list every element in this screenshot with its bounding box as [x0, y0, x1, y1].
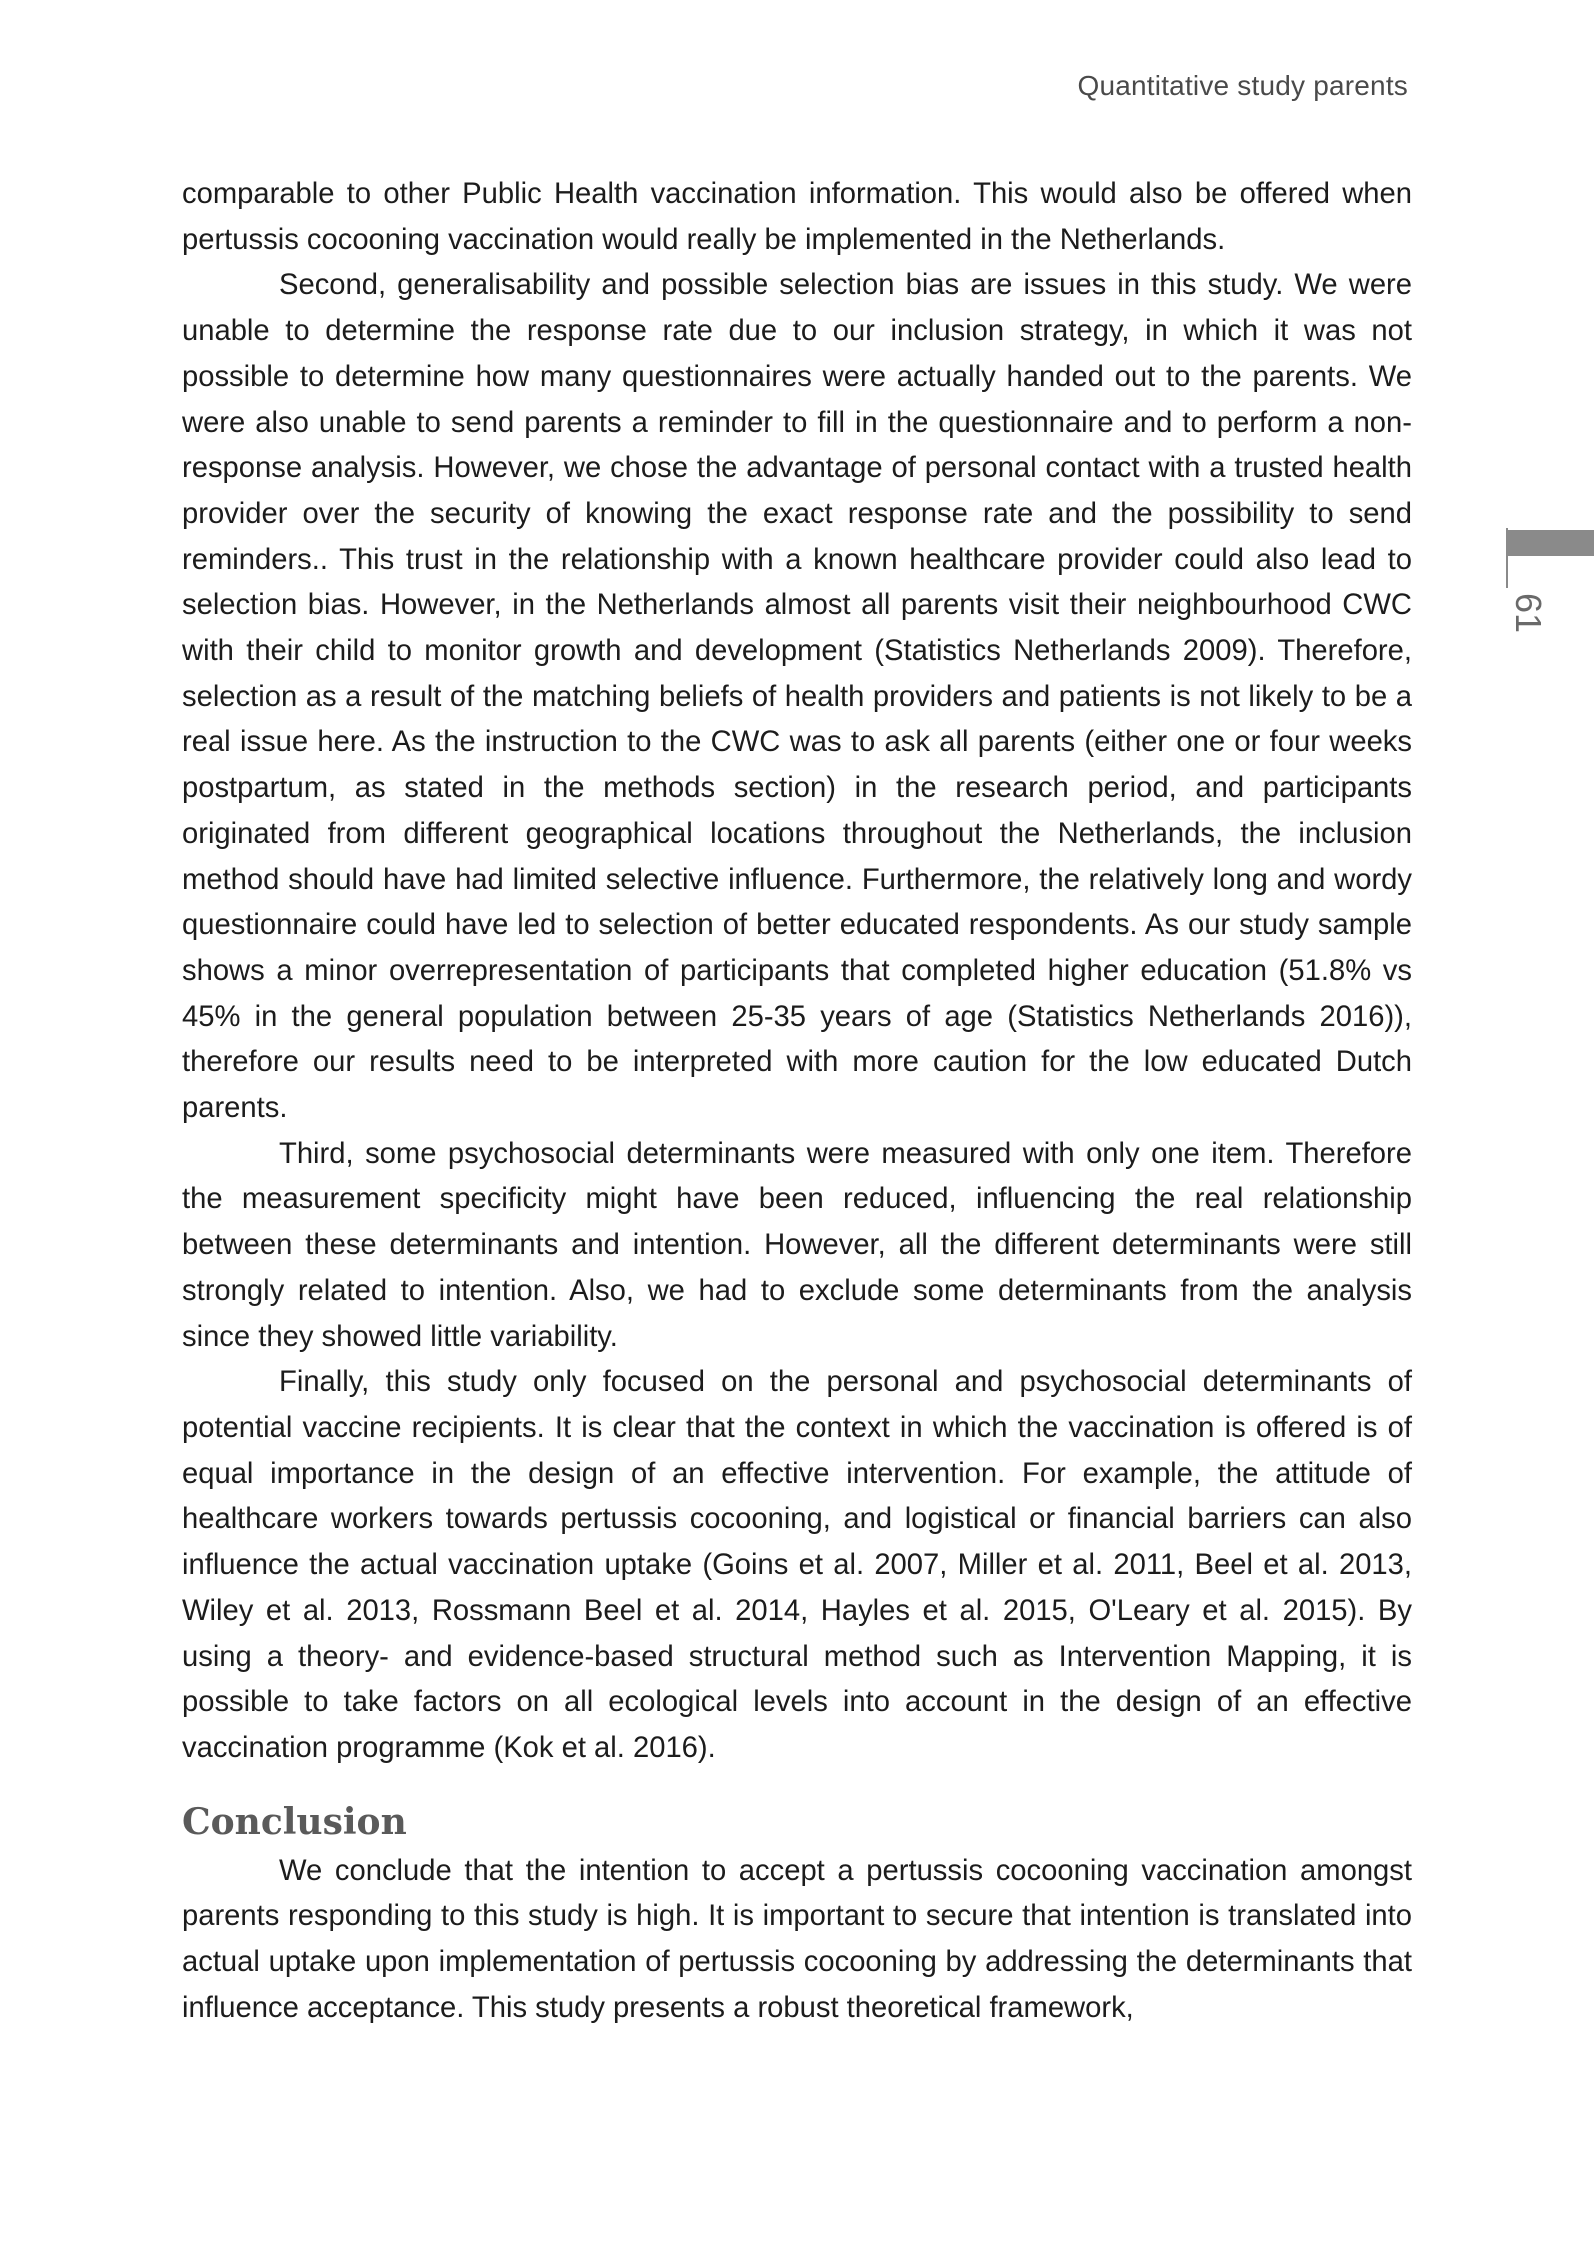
paragraph-selection-bias: Second, generalisability and possible selection bias are issues in this study. We were unable to determine the response rate due to our inclusion strategy, in which it was not possible to determine how many questionnaires were actually handed out to the parents. We were also unable to send parents a reminder to fill in the questionnaire and to perform a non-response analysis. However, we chose the advantage of personal contact with a trusted health provider over the security of knowing the exact response rate and the possibility to send reminders.. This trust in the relationship with a known healthcare provider could also lead to selection bias. However, in the Netherlands almost all parents visit their neighbourhood CWC with their child to monitor growth and development (Statistics Netherlands 2009). Therefore, selection as a result of the matching beliefs of health providers and patients is not likely to be a real issue here. As the instruction to the CWC was to ask all parents (either one or four weeks postpartum, as stated in the methods section) in the research period, and participants originated from different geographical locations throughout the Netherlands, the inclusion method should have had limited selective influence. Furthermore, the relatively long and wordy questionnaire could have led to selection of better educated respondents. As our study sample shows a minor overrepresentation of participants that completed higher education (51.8% vs 45% in the general population between 25-35 years of age (Statistics Netherlands 2016)), therefore our results need to be interpreted with more caution for the low educated Dutch parents. [182, 269, 1412, 1125]
main-text [182, 172, 1412, 2031]
running-header: Quantitative study parents [1077, 70, 1408, 101]
thumb-index-tab [1508, 530, 1594, 556]
page-number: 61 [1508, 592, 1549, 634]
section-heading-conclusion: Conclusion [182, 1800, 407, 1843]
paragraph-measurement: Third, some psychosocial determinants were measured with only one item. Therefore the measurement specificity might have been reduced, influencing the real relationship between these determinants and intention. However, all the different determinants were still strongly related to intention. Also, we had to exclude some determinants from the analysis since they showed little variability. [182, 1137, 1412, 1353]
paragraph-continued: comparable to other Public Health vaccination information. This would also be offered when pertussis cocooning vaccination would really be implemented in the Netherlands. [182, 178, 1412, 256]
paragraph-context: Finally, this study only focused on the personal and psychosocial determinants of potential vaccine recipients. It is clear that the context in which the vaccination is offered is of equal importance in the design of an effective intervention. For example, the attitude of healthcare workers towards pertussis cocooning, and logistical or financial barriers can also influence the actual vaccination uptake (Goins et al. 2007, Miller et al. 2011, Beel et al. 2013, Wiley et al. 2013, Rossmann Beel et al. 2014, Hayles et al. 2015, O'Leary et al. 2015). By using a theory- and evidence-based structural method such as Intervention Mapping, it is possible to take factors on all ecological levels into account in the design of an effective vaccination programme (Kok et al. 2016). [182, 1366, 1412, 1764]
paragraph-conclusion: We conclude that the intention to accept a pertussis cocooning vaccination amongst parents responding to this study is high. It is important to secure that intention is translated into actual uptake upon implementation of pertussis cocooning by addressing the determinants that influence acceptance. This study presents a robust theoretical framework, [182, 1854, 1412, 2024]
